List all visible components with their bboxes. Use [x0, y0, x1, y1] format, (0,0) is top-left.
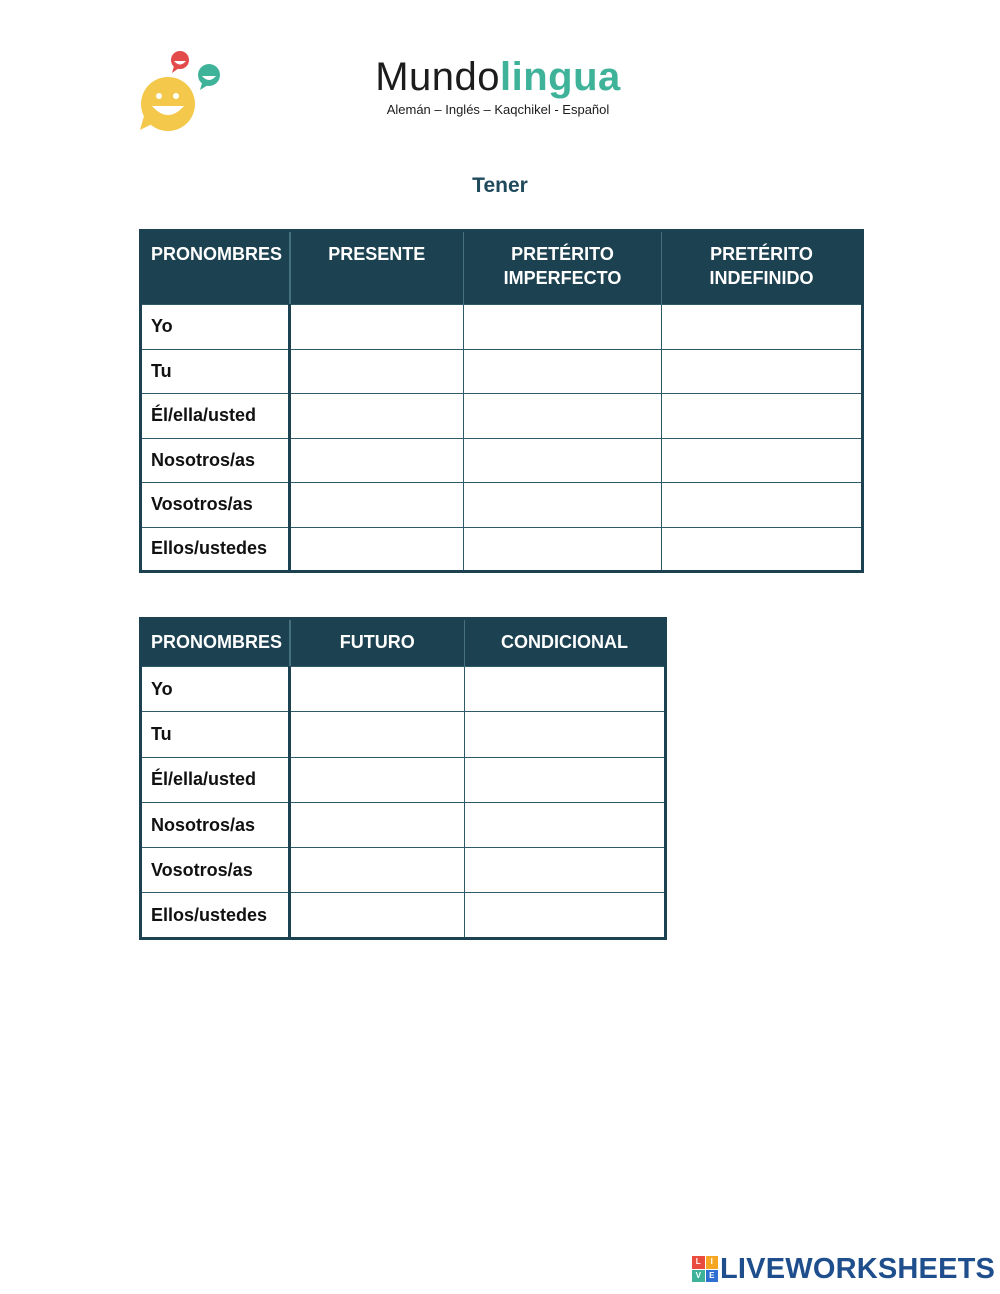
pronoun-cell: Nosotros/as	[141, 438, 290, 483]
answer-cell[interactable]	[290, 527, 464, 572]
pronoun-cell: Ellos/ustedes	[141, 893, 290, 938]
brand-subtitle: Alemán – Inglés – Kaqchikel - Español	[386, 102, 610, 117]
answer-cell[interactable]	[662, 483, 863, 528]
answer-cell[interactable]	[465, 712, 666, 757]
header-pronombres: PRONOMBRES	[141, 231, 290, 305]
table-row	[141, 757, 666, 802]
answer-cell[interactable]	[662, 394, 863, 439]
pronoun-cell: Nosotros/as	[141, 802, 290, 847]
pronoun-cell: Yo	[141, 305, 290, 350]
answer-cell[interactable]	[290, 667, 465, 712]
header-futuro: FUTURO	[290, 619, 465, 667]
answer-cell[interactable]	[464, 483, 662, 528]
pronoun-cell: Vosotros/as	[141, 483, 290, 528]
brand-name-part1: Mundo	[375, 55, 501, 99]
table-header-row	[141, 231, 863, 305]
answer-cell[interactable]	[464, 394, 662, 439]
answer-cell[interactable]	[662, 305, 863, 350]
answer-cell[interactable]	[290, 848, 465, 893]
table-row	[141, 667, 666, 712]
answer-cell[interactable]	[290, 757, 465, 802]
table-row	[141, 483, 863, 528]
brand-name-part2: lingua	[500, 55, 621, 99]
pronoun-cell: Tu	[141, 349, 290, 394]
table-row	[141, 305, 863, 350]
table-row	[141, 712, 666, 757]
table-row	[141, 802, 666, 847]
answer-cell[interactable]	[464, 349, 662, 394]
page-title: Tener	[472, 174, 528, 197]
table-row	[141, 527, 863, 572]
answer-cell[interactable]	[465, 667, 666, 712]
table-row	[141, 438, 863, 483]
answer-cell[interactable]	[290, 712, 465, 757]
answer-cell[interactable]	[290, 438, 464, 483]
answer-cell[interactable]	[290, 893, 465, 938]
liveworksheets-text: LIVEWORKSHEETS	[720, 1252, 996, 1285]
answer-cell[interactable]	[465, 848, 666, 893]
logo-faces-icon	[136, 46, 226, 136]
answer-cell[interactable]	[465, 893, 666, 938]
answer-cell[interactable]	[464, 438, 662, 483]
answer-cell[interactable]	[662, 438, 863, 483]
header-condicional: CONDICIONAL	[465, 619, 666, 667]
answer-cell[interactable]	[290, 483, 464, 528]
header-preterito-indefinido: PRETÉRITO INDEFINIDO	[662, 231, 863, 305]
pronoun-cell: Tu	[141, 712, 290, 757]
liveworksheets-watermark	[692, 1254, 995, 1284]
pronoun-cell: Vosotros/as	[141, 848, 290, 893]
table-row	[141, 394, 863, 439]
answer-cell[interactable]	[662, 349, 863, 394]
answer-cell[interactable]	[290, 305, 464, 350]
answer-cell[interactable]	[465, 757, 666, 802]
pronoun-cell: Yo	[141, 667, 290, 712]
answer-cell[interactable]	[464, 305, 662, 350]
conjugation-table-1	[139, 229, 864, 573]
answer-cell[interactable]	[290, 802, 465, 847]
pronoun-cell: Él/ella/usted	[141, 757, 290, 802]
brand-logo	[368, 54, 628, 117]
answer-cell[interactable]	[290, 394, 464, 439]
conjugation-table-2	[139, 617, 667, 940]
liveworksheets-logo-icon: L I V E	[692, 1256, 718, 1282]
brand-name	[368, 54, 628, 100]
answer-cell[interactable]	[662, 527, 863, 572]
header-pronombres: PRONOMBRES	[141, 619, 290, 667]
answer-cell[interactable]	[464, 527, 662, 572]
header-preterito-imperfecto: PRETÉRITO IMPERFECTO	[464, 231, 662, 305]
answer-cell[interactable]	[290, 349, 464, 394]
answer-cell[interactable]	[465, 802, 666, 847]
table-row	[141, 349, 863, 394]
header-presente: PRESENTE	[290, 231, 464, 305]
table-row	[141, 848, 666, 893]
pronoun-cell: Él/ella/usted	[141, 394, 290, 439]
table-row	[141, 893, 666, 938]
table-header-row	[141, 619, 666, 667]
pronoun-cell: Ellos/ustedes	[141, 527, 290, 572]
